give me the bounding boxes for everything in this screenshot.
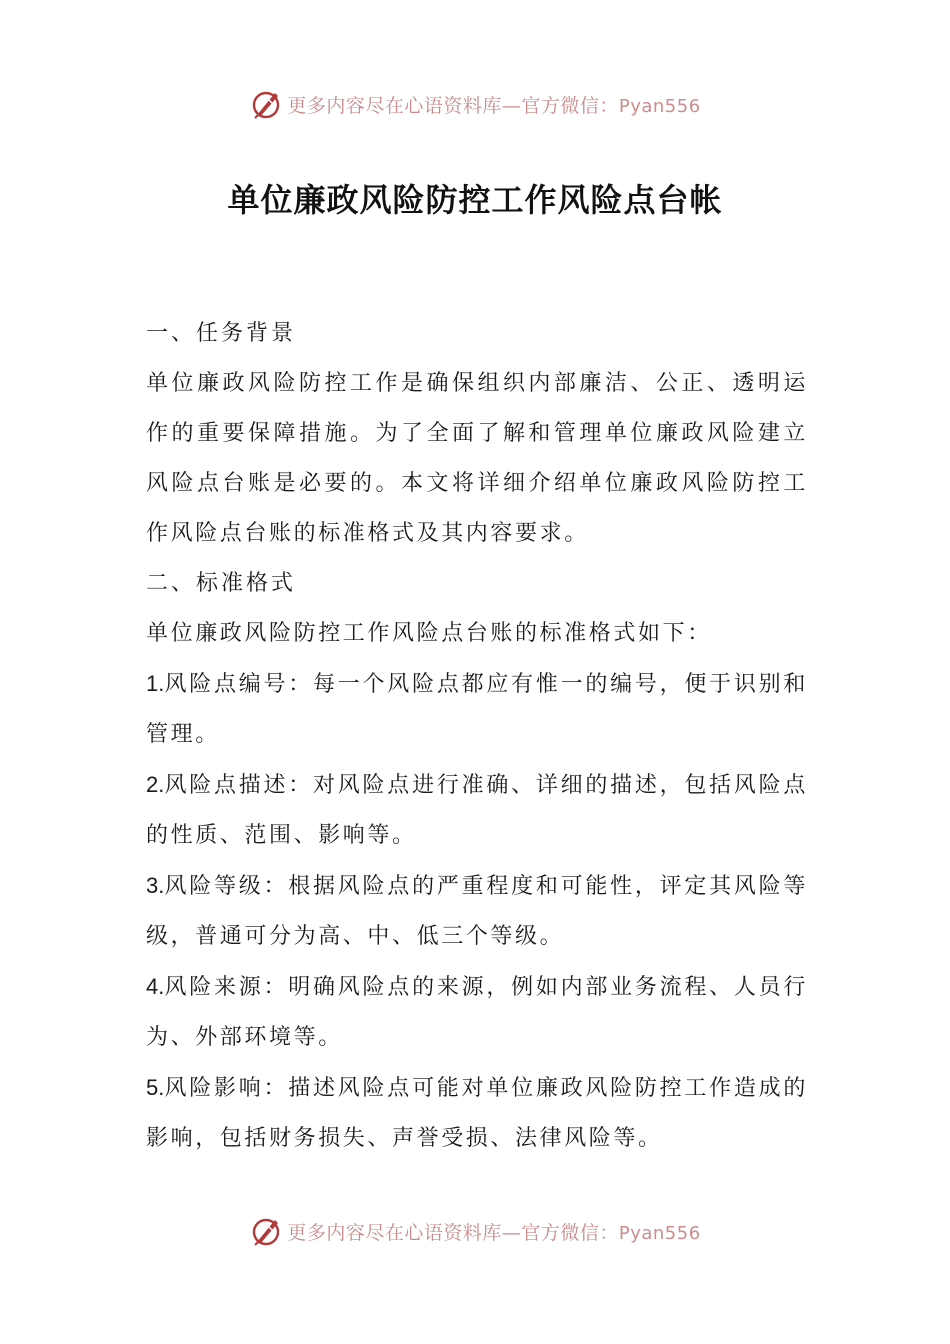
banner-text [287,1218,700,1245]
banner-text [287,91,700,118]
background-paragraph: 单位廉政风险防控工作是确保组织内部廉洁、公正、透明运作的重要保障措施。为了全面了解和管理单位廉政风险建立风险点台账是必要的。本文将详细介绍单位廉政风险防控工作风险点台账的标准格式及其内容要求。 [146,371,808,546]
list-item-number: 1. [146,671,165,696]
quill-pen-logo-icon [249,1214,283,1248]
banner-wechat-id: Pyan556 [618,95,701,117]
list-item-2 [146,760,808,861]
quill-pen-logo-icon [249,87,283,121]
document-body [146,309,808,1164]
list-item-4 [146,962,808,1063]
header-banner [0,84,950,124]
list-item-1 [146,659,808,760]
list-item-text: 风险来源：明确风险点的来源，例如内部业务流程、人员行为、外部环境等。 [146,975,808,1050]
list-item-text: 风险点描述：对风险点进行准确、详细的描述，包括风险点的性质、范围、影响等。 [146,773,808,848]
list-item-number: 3. [146,873,165,898]
section-heading-background: 一、任务背景 [146,321,297,346]
list-item-text: 风险等级：根据风险点的严重程度和可能性，评定其风险等级，普通可分为高、中、低三个等级。 [146,874,808,949]
list-item-number: 4. [146,974,165,999]
list-item-text: 风险点编号：每一个风险点都应有惟一的编号，便于识别和管理。 [146,672,808,747]
document-title: 单位廉政风险防控工作风险点台帐 [227,181,723,219]
banner-cn-text: 更多内容尽在心语资料库—官方微信： [287,1221,619,1244]
list-item-number: 5. [146,1075,165,1100]
list-item-text: 风险影响：描述风险点可能对单位廉政风险防控工作造成的影响，包括财务损失、声誉受损、法律风险等。 [146,1076,808,1151]
format-intro: 单位廉政风险防控工作风险点台账的标准格式如下： [146,621,712,646]
list-item-number: 2. [146,772,165,797]
footer-banner [0,1211,950,1251]
section-heading-format: 二、标准格式 [146,571,297,596]
banner-cn-text: 更多内容尽在心语资料库—官方微信： [287,94,619,117]
banner-wechat-id: Pyan556 [618,1222,701,1244]
list-item-5 [146,1063,808,1164]
list-item-3 [146,861,808,962]
